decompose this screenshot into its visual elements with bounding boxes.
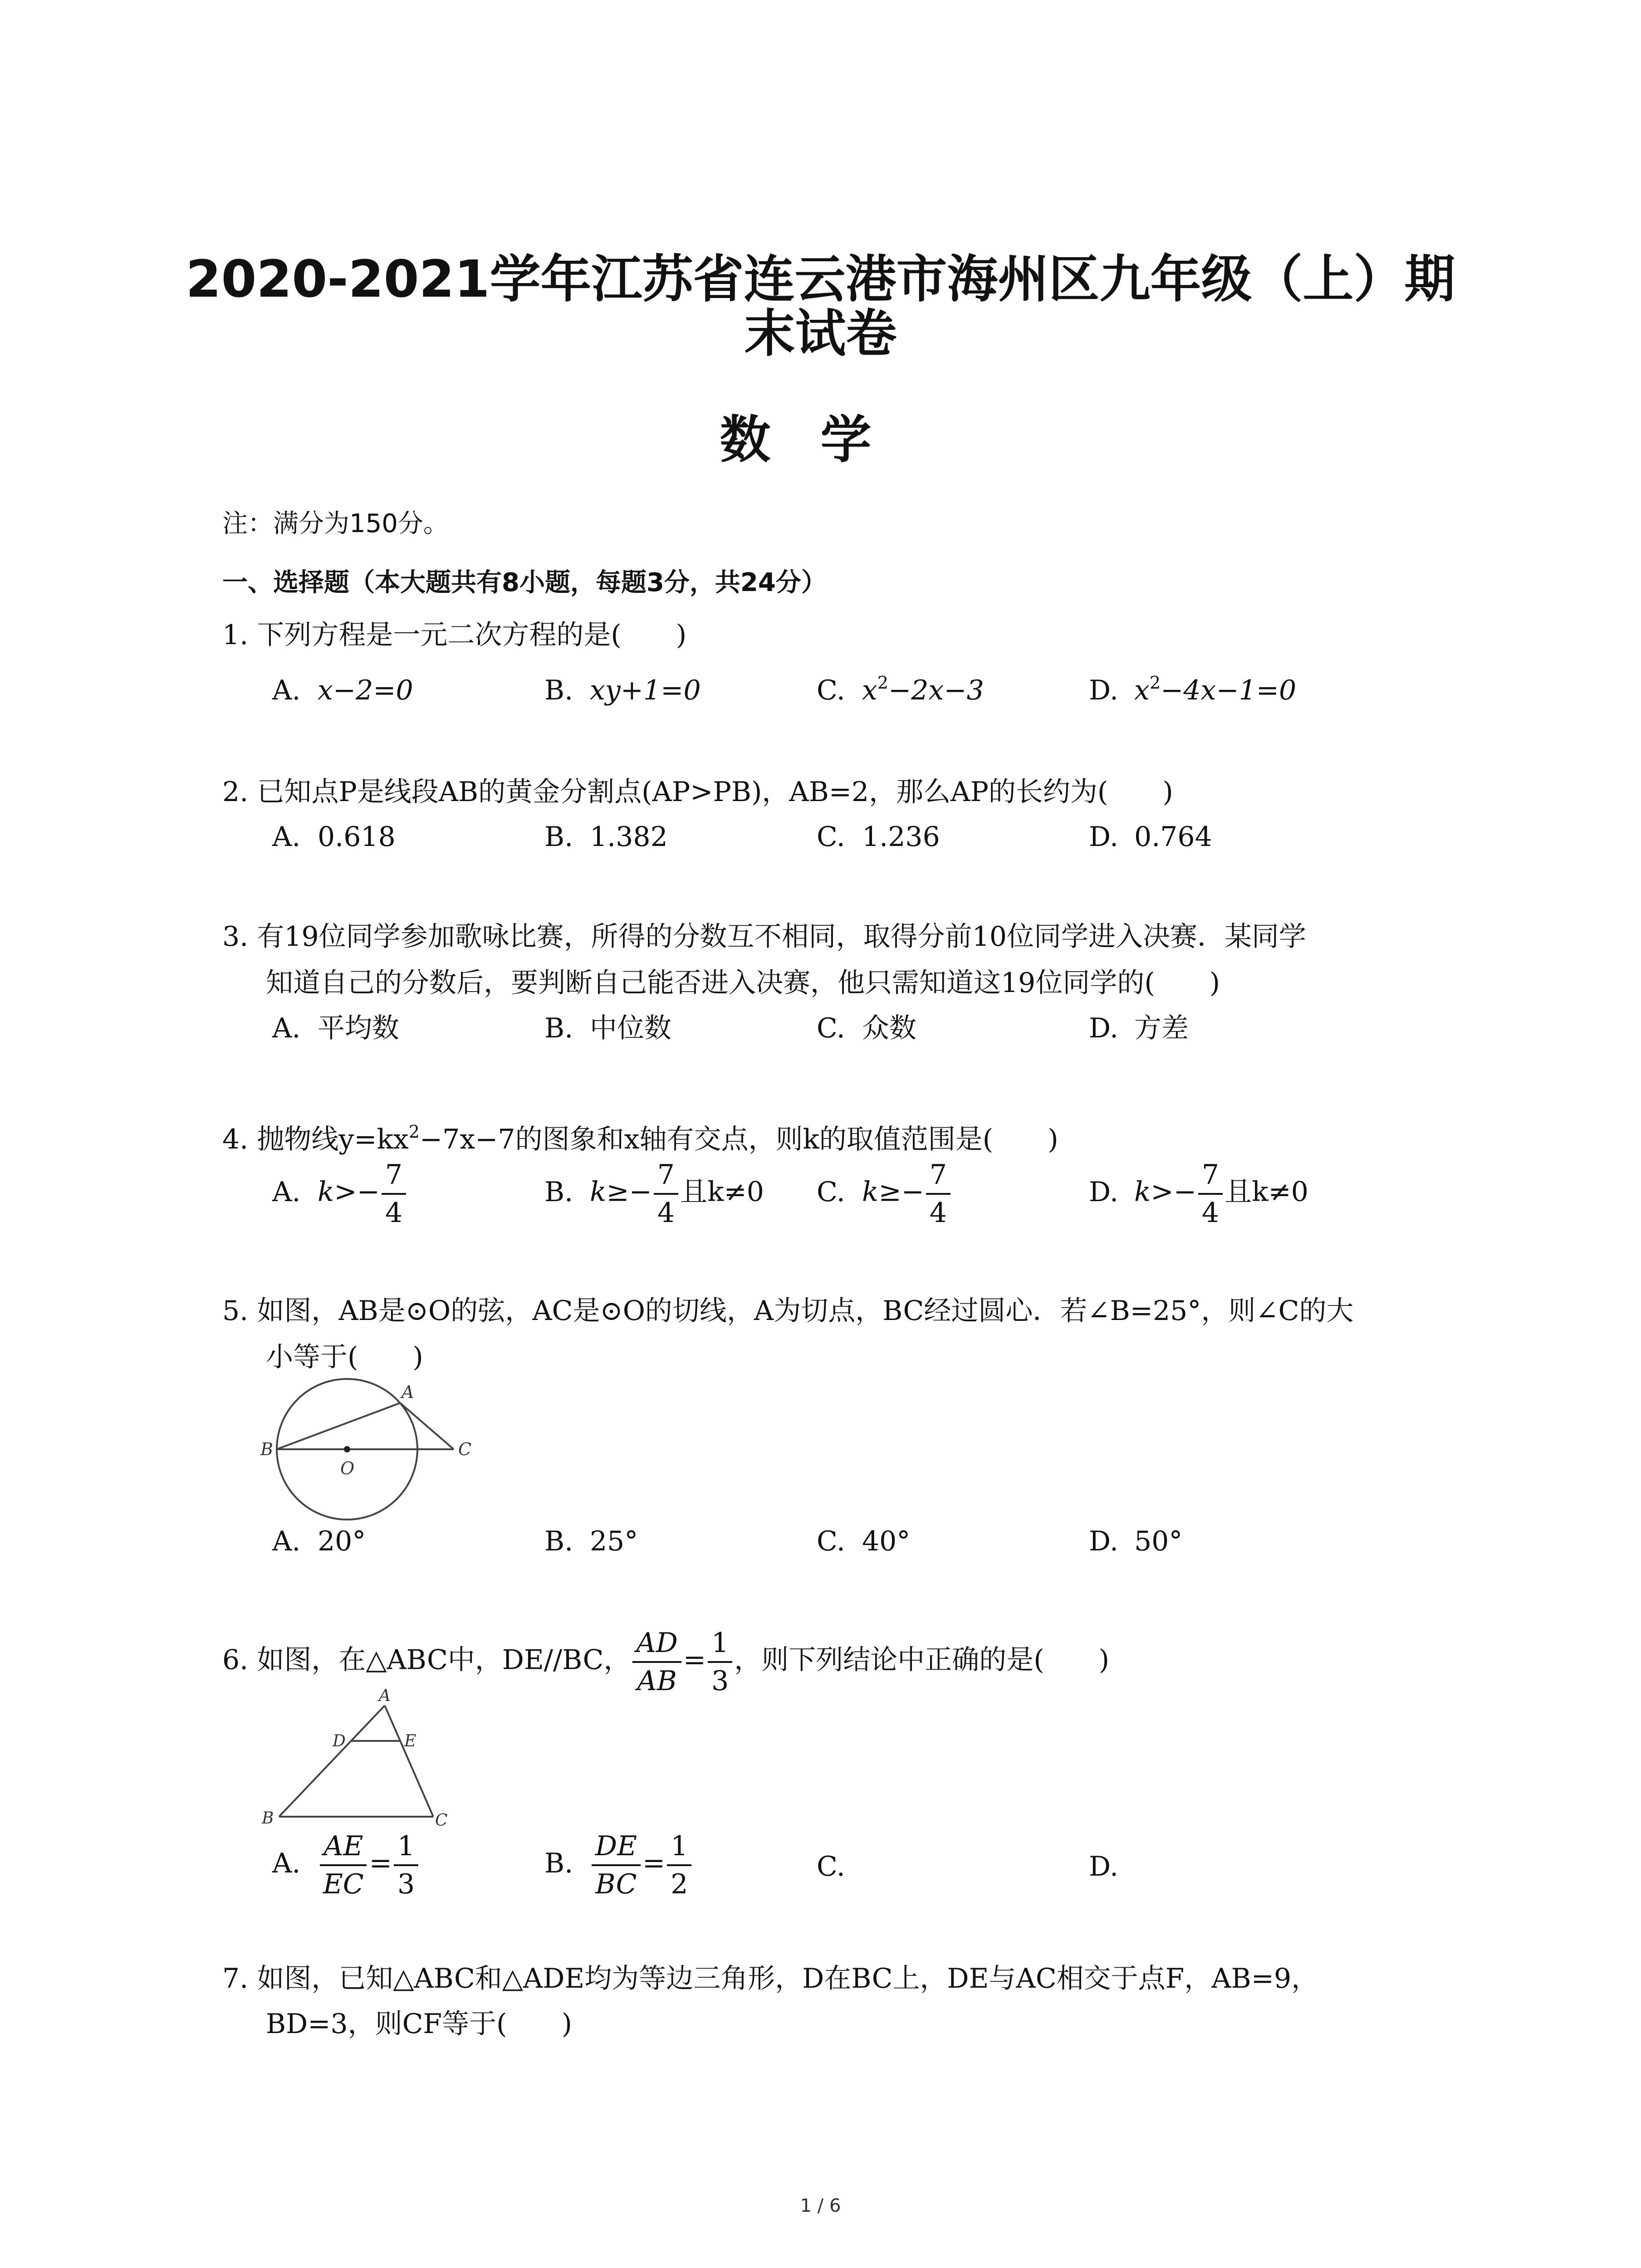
question-5-option-b: B. 25°: [544, 1525, 638, 1557]
label-b: B: [262, 1809, 274, 1828]
label-b: B: [260, 1439, 273, 1459]
center-point: [344, 1446, 350, 1452]
circle-tangent-figure: [254, 1370, 490, 1524]
question-6-stem: 6. 如图，在△ABC中，DE//BC， $\frac{AD}{AB}$ = $\frac{1}{3}$ ，则下列结论中正确的是( ): [222, 1627, 1110, 1697]
label-a: A: [379, 1687, 391, 1705]
fraction-seven-fourths: $\frac{7}{4}$: [654, 1161, 678, 1227]
question-4-option-c: C. k≥− $\frac{7}{4}$: [817, 1161, 952, 1227]
question-2-option-c: C. 1.236: [817, 821, 940, 853]
question-5-option-d: D. 50°: [1089, 1525, 1183, 1557]
question-5-stem-line2: 小等于( ): [266, 1341, 423, 1373]
label-c: C: [435, 1811, 448, 1830]
score-note: 注：满分为150分。: [222, 509, 449, 538]
label-c: C: [458, 1439, 472, 1459]
fraction-seven-fourths: $\frac{7}{4}$: [926, 1161, 950, 1227]
fraction-one-third: $\frac{1}{3}$: [708, 1629, 732, 1695]
fraction-one-half: $\frac{1}{2}$: [667, 1833, 691, 1898]
exam-title-line1: 2020-2021学年江苏省连云港市海州区九年级（上）期: [186, 250, 1455, 309]
question-3-option-d: D. 方差: [1089, 1012, 1189, 1044]
label-o: O: [340, 1458, 355, 1478]
question-1-option-c: C. $x^2-2x-3$: [817, 673, 984, 706]
question-7-stem-line1: 7. 如图，已知△ABC和△ADE均为等边三角形，D在BC上，DE与AC相交于点F，AB=9，: [222, 1963, 1319, 1994]
question-1-option-b: B. xy+1=0: [544, 675, 701, 706]
label-a: A: [402, 1382, 414, 1402]
exam-title-line2: 末试卷: [744, 304, 897, 363]
question-6-option-a: A. $\frac{AE}{EC}$ = $\frac{1}{3}$: [272, 1833, 420, 1898]
question-3-option-c: C. 众数: [817, 1012, 916, 1044]
question-1-option-a: A. x−2=0: [272, 675, 413, 706]
fraction-de-bc: $\frac{DE}{BC}$: [592, 1833, 641, 1898]
fraction-ad-ab: $\frac{AD}{AB}$: [632, 1629, 681, 1695]
question-3-stem-line1: 3. 有19位同学参加歌咏比赛，所得的分数互不相同，取得分前10位同学进入决赛．某同学: [222, 921, 1307, 953]
question-6-option-d: D.: [1089, 1851, 1119, 1882]
question-3-stem-line2: 知道自己的分数后，要判断自己能否进入决赛，他只需知道这19位同学的( ): [266, 967, 1220, 999]
question-4-stem: 4. 抛物线$y=kx^2-7x-7$的图象和x轴有交点，则k的取值范围是( ): [222, 1122, 1058, 1155]
question-5-stem-line1: 5. 如图，AB是⊙O的弦，AC是⊙O的切线，A为切点，BC经过圆心．若∠B=25°，则∠C的大: [222, 1295, 1354, 1327]
side-ab: [279, 1706, 385, 1817]
question-3-option-b: B. 中位数: [544, 1012, 671, 1044]
label-d: D: [333, 1732, 346, 1750]
question-6-option-c: C.: [817, 1851, 845, 1882]
question-2-option-a: A. 0.618: [272, 821, 396, 853]
fraction-one-third: $\frac{1}{3}$: [394, 1833, 418, 1898]
question-3-option-a: A. 平均数: [272, 1012, 399, 1044]
question-6-option-b: B. $\frac{DE}{BC}$ = $\frac{1}{2}$: [544, 1833, 693, 1898]
question-4-option-b: B. k≥− $\frac{7}{4}$ 且k≠0: [544, 1159, 764, 1229]
question-4-option-d: D. k>− $\frac{7}{4}$ 且k≠0: [1089, 1159, 1308, 1229]
question-1-option-d: D. $x^2-4x-1=0$: [1089, 673, 1297, 706]
question-2-option-b: B. 1.382: [544, 821, 668, 853]
question-5-option-c: C. 40°: [817, 1525, 911, 1557]
page-number: 1 / 6: [800, 2195, 841, 2216]
question-7-stem-line2: BD=3，则CF等于( ): [266, 2008, 572, 2040]
question-2-stem: 2. 已知点P是线段AB的黄金分割点(AP>PB)，AB=2，那么AP的长约为( ): [222, 776, 1173, 808]
chord-ab: [277, 1403, 400, 1449]
label-e: E: [404, 1732, 416, 1750]
fraction-seven-fourths: $\frac{7}{4}$: [382, 1161, 406, 1227]
question-5-option-a: A. 20°: [272, 1525, 366, 1557]
triangle-figure: [256, 1687, 465, 1837]
side-ac: [385, 1706, 433, 1817]
question-2-option-d: D. 0.764: [1089, 821, 1212, 853]
tangent-ac: [400, 1403, 454, 1449]
section-heading: 一、选择题（本大题共有8小题，每题3分，共24分）: [222, 568, 827, 597]
subject-heading: 数学: [720, 411, 921, 469]
question-4-option-a: A. k>− $\frac{7}{4}$: [272, 1161, 408, 1227]
question-1-stem: 1. 下列方程是一元二次方程的是( ): [222, 619, 687, 651]
fraction-ae-ec: $\frac{AE}{EC}$: [319, 1833, 367, 1898]
fraction-seven-fourths: $\frac{7}{4}$: [1198, 1161, 1223, 1227]
